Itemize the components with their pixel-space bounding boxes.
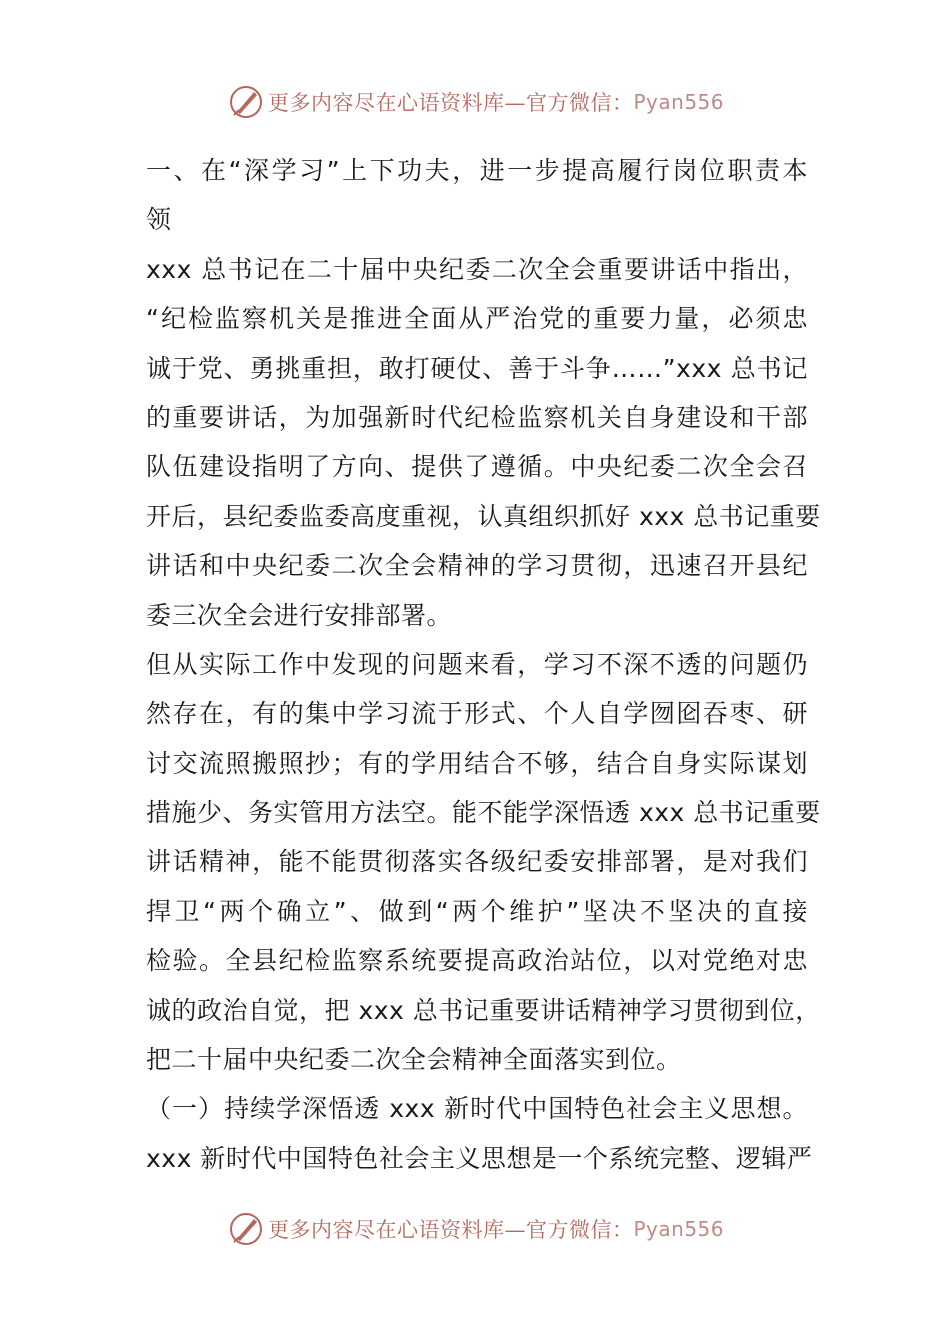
banner-text: 更多内容尽在心语资料库—官方微信： xyxy=(268,1218,634,1242)
paragraph-line: 讲话和中央纪委二次全会精神的学习贯彻，迅速召开县纪 xyxy=(146,551,808,581)
paragraph-line: 但从实际工作中发现的问题来看，学习不深不透的问题仍 xyxy=(146,649,808,679)
document-body xyxy=(146,146,821,1183)
quill-logo-icon xyxy=(228,84,264,120)
paragraph-line: 委三次全会进行安排部署。 xyxy=(146,600,453,630)
paragraph-line: 诚于党、勇挑重担，敢打硬仗、善于斗争……”xxx 总书记 xyxy=(146,353,808,383)
paragraph-line: 开后，县纪委监委高度重视，认真组织抓好 xxx 总书记重要 xyxy=(146,501,821,531)
subheading-line: （一）持续学深悟透 xxx 新时代中国特色社会主义思想。 xyxy=(146,1094,808,1124)
banner-text: 更多内容尽在心语资料库—官方微信： xyxy=(268,91,634,115)
paragraph-line: 的重要讲话，为加强新时代纪检监察机关自身建设和干部 xyxy=(146,402,808,432)
paragraph-line: 检验。全县纪检监察系统要提高政治站位，以对党绝对忠 xyxy=(146,946,808,976)
paragraph-line: 捍卫“两个确立”、做到“两个维护”坚决不坚决的直接 xyxy=(146,896,808,926)
paragraph-line: 把二十届中央纪委二次全会精神全面落实到位。 xyxy=(146,1045,682,1075)
banner-wechat-id: Pyan556 xyxy=(633,1217,725,1241)
paragraph-line: xxx 总书记在二十届中央纪委二次全会重要讲话中指出， xyxy=(146,254,808,284)
banner-wechat-id: Pyan556 xyxy=(633,90,725,114)
footer-watermark-banner xyxy=(228,1209,748,1249)
paragraph-line: 讨交流照搬照抄；有的学用结合不够，结合自身实际谋划 xyxy=(146,748,808,778)
paragraph-line: xxx 新时代中国特色社会主义思想是一个系统完整、逻辑严 xyxy=(146,1143,813,1173)
heading-line: 领 xyxy=(146,205,172,235)
paragraph-line: 然存在，有的集中学习流于形式、个人自学囫囵吞枣、研 xyxy=(146,699,808,729)
paragraph-line: 队伍建设指明了方向、提供了遵循。中央纪委二次全会召 xyxy=(146,452,808,482)
quill-logo-icon xyxy=(228,1211,264,1247)
paragraph-line: 措施少、务实管用方法空。能不能学深悟透 xxx 总书记重要 xyxy=(146,798,821,828)
paragraph-line: 诚的政治自觉，把 xxx 总书记重要讲话精神学习贯彻到位， xyxy=(146,995,821,1025)
header-watermark-banner xyxy=(228,82,748,122)
paragraph-line: 讲话精神，能不能贯彻落实各级纪委安排部署，是对我们 xyxy=(146,847,808,877)
heading-line: 一、在“深学习”上下功夫，进一步提高履行岗位职责本 xyxy=(146,156,808,185)
paragraph-line: “纪检监察机关是推进全面从严治党的重要力量，必须忠 xyxy=(146,304,808,334)
